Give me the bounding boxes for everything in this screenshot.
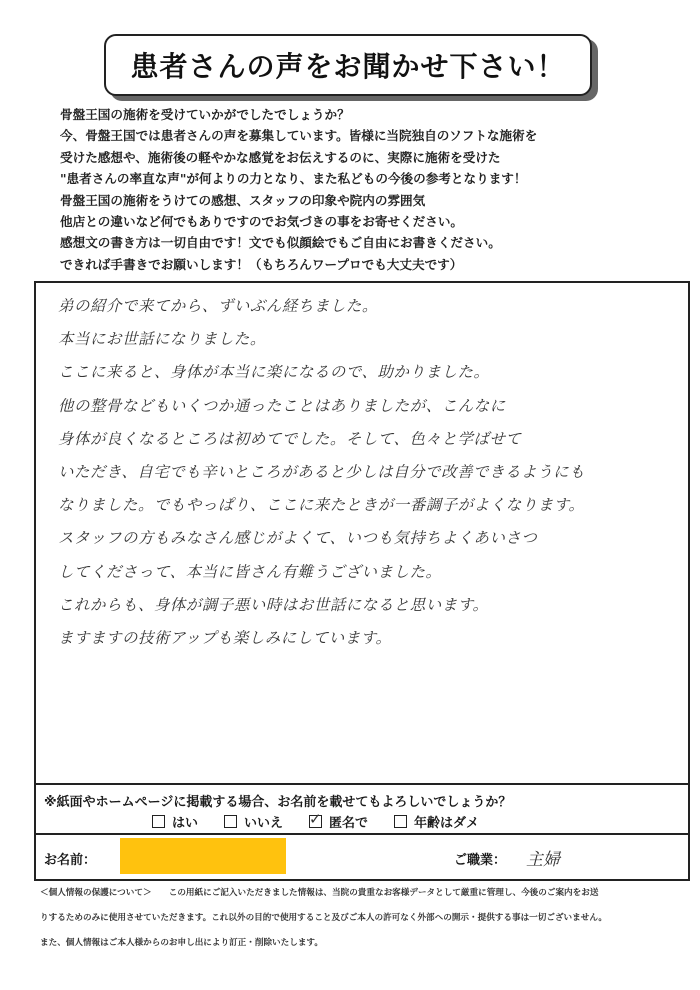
intro-line: できれば手書きでお願いします！（もちろんワープロでも大丈夫です） — [60, 256, 463, 272]
publish-options — [152, 812, 505, 831]
comment-line: 身体が良くなるところは初めてでした。そして、色々と学ばせて — [58, 429, 522, 448]
comment-line: これからも、身体が調子悪い時はお世話になると思います。 — [58, 595, 489, 614]
title-banner — [104, 34, 592, 96]
comment-line: ここに来ると、身体が本当に楽になるので、助かりました。 — [58, 363, 490, 382]
option-no-label: いいえ — [244, 816, 284, 831]
checkbox-yes[interactable] — [152, 815, 165, 828]
intro-text — [60, 104, 680, 275]
occupation-value: 主婦 — [526, 850, 560, 870]
comment-line: 弟の紹介で来てから、ずいぶん経ちました。 — [58, 297, 378, 315]
checkbox-no[interactable] — [224, 815, 237, 828]
publish-permission — [34, 783, 690, 835]
comment-line: いただき、自宅でも辛いところがあると少しは自分で改善できるようにも — [58, 463, 586, 482]
comment-line: なりました。でもやっぱり、ここに来たときが一番調子がよくなります。 — [58, 496, 585, 515]
intro-line: 骨盤王国の施術を受けていかがでしたでしょうか？ — [60, 107, 350, 122]
option-anonymous[interactable] — [309, 812, 368, 831]
privacy-line: ＜個人情報の保護について＞ この用紙にご記入いただきました情報は、当院の貴重なお客様データとして厳重に管理し、今後のご案内をお送 — [40, 888, 599, 898]
option-no[interactable] — [224, 812, 283, 831]
publish-question: ※紙面やホームページに掲載する場合、お名前を載せてもよろしいでしょうか？ — [44, 795, 512, 810]
privacy-line: また、個人情報はご本人様からのお申し出により訂正・削除いたします。 — [40, 938, 323, 948]
comment-line: 本当にお世話になりました。 — [58, 330, 266, 349]
name-row — [34, 833, 690, 881]
option-no-age-label: 年齢はダメ — [414, 816, 480, 831]
option-yes-label: はい — [172, 816, 199, 831]
intro-line: 骨盤王国の施術をうけての感想、スタッフの印象や院内の雰囲気 — [60, 192, 426, 208]
intro-line: 今、骨盤王国では患者さんの声を募集しています。皆様に当院独自のソフトな施術を — [60, 128, 538, 144]
intro-line: 受けた感想や、施術後の軽やかな感覚をお伝えするのに、実際に施術を受けた — [60, 149, 501, 165]
intro-line: 他店との違いなど何でもありですのでお気づきの事をお寄せください。 — [60, 214, 463, 230]
comment-line: してくださって、本当に皆さん有難うございました。 — [58, 562, 442, 581]
name-redaction — [120, 838, 286, 874]
name-label: お名前： — [44, 853, 97, 868]
privacy-notice — [40, 881, 680, 956]
checkbox-anonymous[interactable] — [309, 815, 322, 828]
handwritten-comment — [58, 290, 678, 655]
page-title: 患者さんの声をお聞かせ下さい！ — [130, 50, 566, 83]
option-no-age[interactable] — [394, 812, 479, 831]
intro-line: 感想文の書き方は一切自由です！文でも似顔絵でもご自由にお書きください。 — [60, 235, 501, 251]
occupation-label: ご職業： — [454, 853, 507, 868]
checkbox-no-age[interactable] — [394, 815, 407, 828]
comment-line: 他の整骨などもいくつか通ったことはありましたが、こんなに — [58, 396, 506, 415]
privacy-line: りするためのみに使用させていただきます。これ以外の目的で使用すること及びご本人の許可なく外部への開示・提供する事は一切ございません。 — [40, 913, 608, 923]
intro-line: "患者さんの率直な声"が何よりの力となり、また私どもの今後の参考となります！ — [60, 171, 527, 187]
comment-line: スタッフの方もみなさん感じがよくて、いつも気持ちよくあいさつ — [58, 529, 538, 548]
option-yes[interactable] — [152, 812, 198, 831]
comment-line: ますますの技術アップも楽しみにしています。 — [58, 629, 392, 648]
option-anonymous-label: 匿名で — [329, 816, 369, 831]
